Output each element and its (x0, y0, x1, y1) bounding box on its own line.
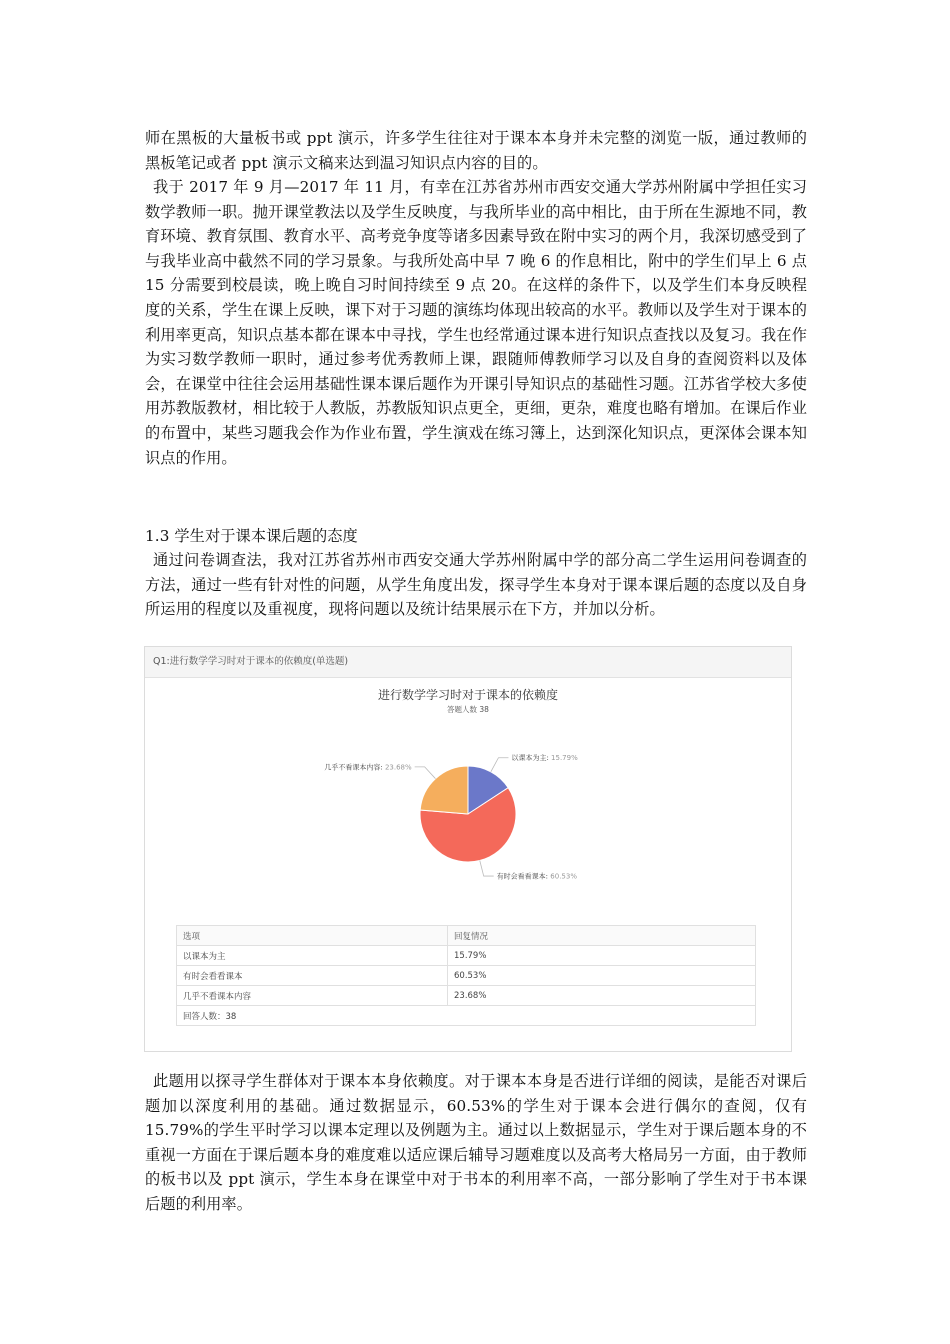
pie-slice (420, 766, 468, 814)
result-table (176, 925, 756, 1026)
respondent-count: 回答人数：38 (177, 1006, 756, 1026)
row-response: 23.68% (448, 986, 756, 1006)
survey-question: Q1:进行数学学习时对于课本的依赖度(单选题) (145, 647, 791, 678)
paragraph-survey-method: 通过问卷调查法，我对江苏省苏州市西安交通大学苏州附属中学的部分高二学生运用问卷调查的方法，通过一些有针对性的问题，从学生角度出发，探寻学生本身对于课本课后题的态度以及自身所运用的程度以及重视度，现将问题以及统计结果展示在下方，并加以分析。 (145, 551, 807, 619)
row-response: 15.79% (448, 946, 756, 966)
table-header-row (177, 926, 756, 946)
column-header-response: 回复情况 (448, 926, 756, 946)
pie-chart (145, 678, 791, 918)
chart-title: 进行数学学习时对于课本的依赖度 (377, 688, 559, 702)
pie-slice-label: 有时会看看课本: 60.53% (496, 872, 577, 881)
table-row (177, 966, 756, 986)
column-header-option: 选项 (177, 926, 448, 946)
row-option: 以课本为主 (177, 946, 448, 966)
pie-label-line (415, 767, 436, 779)
table-row (177, 946, 756, 966)
paragraph-internship: 我于 2017 年 9 月—2017 年 11 月，有幸在江苏省苏州市西安交通大学苏州附属中学担任实习数学教师一职。抛开课堂教法以及学生反映度，与我所毕业的高中相比，由于所在生源地不同，教育环境、教育氛围、教育水平、高考竞争度等诸多因素导致在附中实习的两个月，我深切感受到了与我毕业高中截然不同的学习景象。与我所处高中早 7 晚 6 的作息相比，附中的学生们早上 6 点 15 分需要到校晨读，晚上晚自习时间持续至 9 点 20。在这样的条件下，以及学生们本身反映程度的关系，学生在课上反映，课下对于习题的演练均体现出较高的水平。教师以及学生对于课本的利用率更高，知识点基本都在课本中寻找，学生也经常通过课本进行知识点查找以及复习。我在作为实习数学教师一职时，通过参考优秀教师上课，跟随师傅教师学习以及自身的查阅资料以及体会，在课堂中往往会运用基础性课本课后题作为开课引导知识点的基础性习题。江苏省学校大多使用苏教版教材，相比较于人教版，苏教版知识点更全，更细，更杂，难度也略有增加。在课后作业的布置中，某些习题我会作为作业布置，学生演戏在练习簿上，达到深化知识点，更深体会课本知识点的作用。 (145, 178, 807, 467)
row-option: 几乎不看课本内容 (177, 986, 448, 1006)
survey-result-panel (144, 646, 792, 1052)
pie-label-line (491, 758, 509, 772)
paragraph-intro: 师在黑板的大量板书或 ppt 演示，许多学生往往对于课本本身并未完整的浏览一版，通过教师的黑板笔记或者 ppt 演示文稿来达到温习知识点内容的目的。 (145, 129, 807, 172)
section-heading: 1.3 学生对于课本课后题的态度 (145, 527, 358, 545)
table-footer-row (177, 1006, 756, 1026)
row-response: 60.53% (448, 966, 756, 986)
chart-subtitle: 答题人数 38 (447, 705, 489, 714)
row-option: 有时会看看课本 (177, 966, 448, 986)
pie-slice-label: 几乎不看课本内容: 23.68% (324, 763, 412, 772)
pie-label-line (480, 861, 494, 877)
pie-slice-label: 以课本为主: 15.79% (511, 754, 578, 763)
table-row (177, 986, 756, 1006)
paragraph-analysis: 此题用以探寻学生群体对于课本本身依赖度。对于课本本身是否进行详细的阅读，是能否对课后题加以深度利用的基础。通过数据显示，60.53%的学生对于课本会进行偶尔的查阅，仅有 15.79%的学生平时学习以课本定理以及例题为主。通过以上数据显示，学生对于课后题本身的不重视一方面在于课后题本身的难度难以适应课后辅导习题难度以及高考大格局另一方面，由于教师的板书以及 ppt 演示，学生本身在课堂中对于书本的利用率不高，一部分影响了学生对于书本课后题的利用率。 (145, 1072, 807, 1213)
